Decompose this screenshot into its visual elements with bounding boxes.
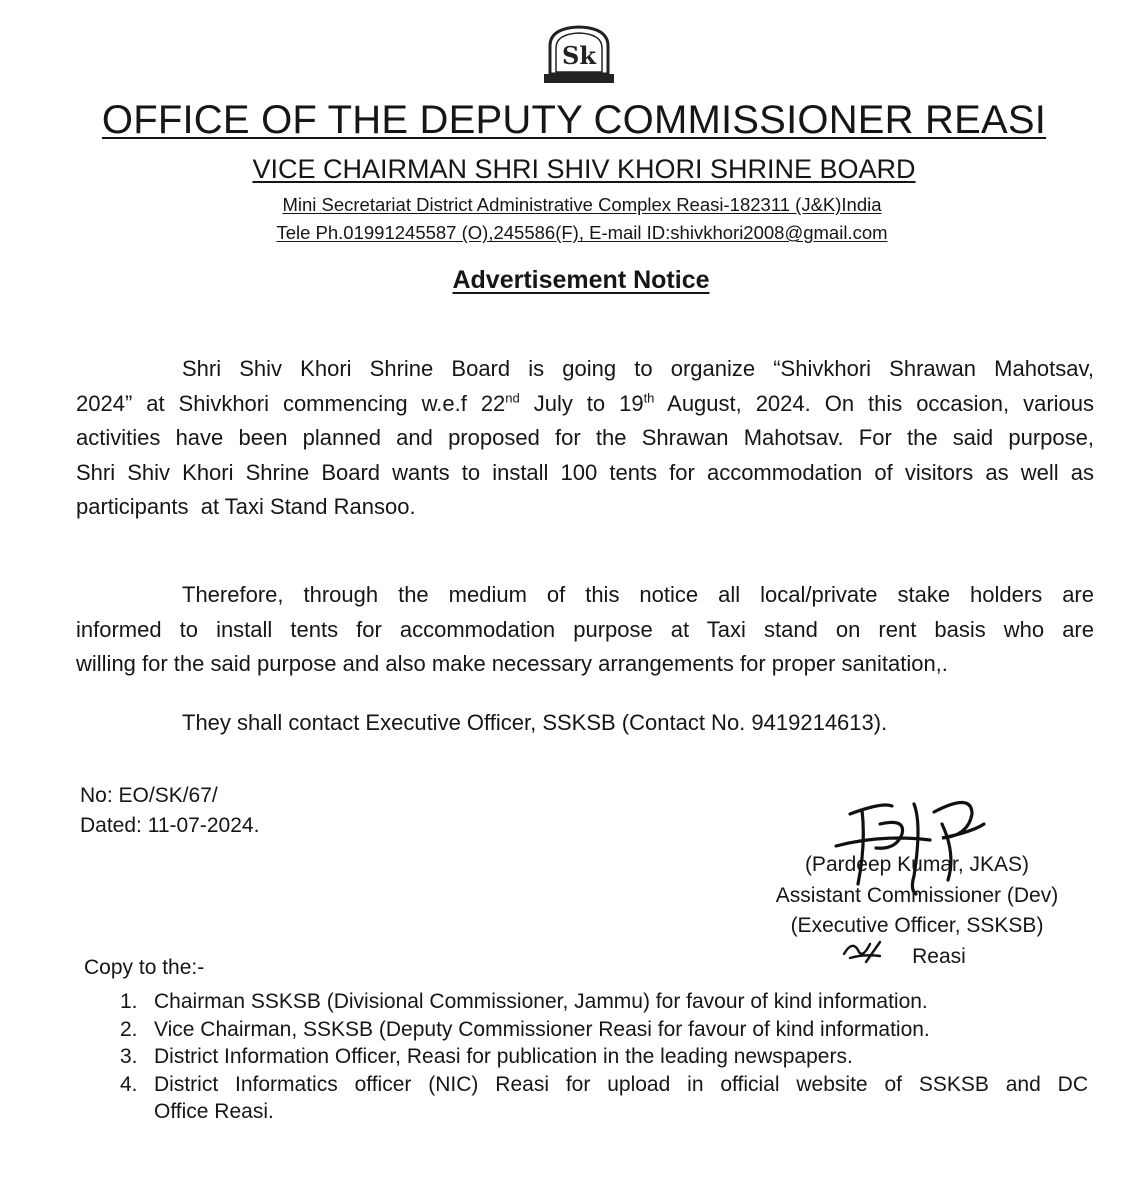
shrine-board-emblem-icon — [536, 22, 622, 86]
paragraph-2-line-3: willing for the said purpose and also make necessary arrangements for proper sanitation,. — [76, 651, 948, 676]
copy-to-title: Copy to the:- — [84, 956, 205, 979]
board-heading: VICE CHAIRMAN SHRI SHIV KHORI SHRINE BOARD — [252, 154, 916, 184]
list-item: 3. District Information Officer, Reasi for publication in the leading newspapers. — [120, 1045, 853, 1068]
paragraph-2-line-2: informed to install tents for accommodation purpose at Taxi stand on rent basis who are — [76, 616, 1094, 642]
notice-paragraph-1 — [76, 352, 1094, 525]
office-address: Mini Secretariat District Administrative Complex Reasi-182311 (J&K)India — [282, 194, 882, 215]
paragraph-1-line-1: Shri Shiv Khori Shrine Board is going to organize “Shivkhori Shrawan Mahotsav, — [182, 356, 1094, 381]
initials-mark — [840, 936, 884, 966]
paragraph-1-line-4: Shri Shiv Khori Shrine Board wants to install 100 tents for accommodation of visitors as well as — [76, 459, 1094, 485]
signatory-place: Reasi — [912, 944, 966, 968]
paragraph-1-line-2: 2024” at Shivkhori commencing w.e.f 22nd July to 19th August, 2024. On this occasion, various — [76, 390, 1095, 416]
paragraph-1-line-5: participants at Taxi Stand Ransoo. — [76, 494, 416, 519]
reference-number: No: EO/SK/67/ — [80, 784, 218, 807]
paragraph-2-line-1: Therefore, through the medium of this notice all local/private stake holders are — [182, 582, 1094, 607]
office-contact: Tele Ph.01991245587 (O),245586(F), E-mail ID:shivkhori2008@gmail.com — [276, 222, 888, 243]
reference-date: Dated: 11-07-2024. — [80, 814, 260, 837]
paragraph-1-line-3: activities have been planned and proposed for the Shrawan Mahotsav. For the said purpose, — [76, 425, 1094, 450]
notice-title: Advertisement Notice — [452, 266, 710, 294]
list-item: 2. Vice Chairman, SSKSB (Deputy Commissioner Reasi for favour of kind information. — [120, 1017, 930, 1041]
signatory-designation: Assistant Commissioner (Dev) — [775, 883, 1059, 907]
notice-paragraph-2 — [76, 578, 1094, 682]
signatory-role: (Executive Officer, SSKSB) — [790, 914, 1044, 937]
list-item: 1. Chairman SSKSB (Divisional Commissioner, Jammu) for favour of kind information. — [120, 990, 928, 1013]
list-item-continuation: Office Reasi. — [154, 1100, 274, 1123]
list-item: 4. District Informatics officer (NIC) Reasi for upload in official website of SSKSB and DC — [120, 1072, 1088, 1096]
copy-to-list — [120, 988, 1088, 1126]
signatory-name: (Pardeep Kumar, JKAS) — [804, 853, 1030, 876]
office-heading: OFFICE OF THE DEPUTY COMMISSIONER REASI — [101, 98, 1047, 142]
contact-instruction: They shall contact Executive Officer, SSKSB (Contact No. 9419214613). — [182, 710, 888, 735]
emblem-lettering: Sk — [562, 41, 596, 70]
signature-mark — [822, 784, 1002, 904]
